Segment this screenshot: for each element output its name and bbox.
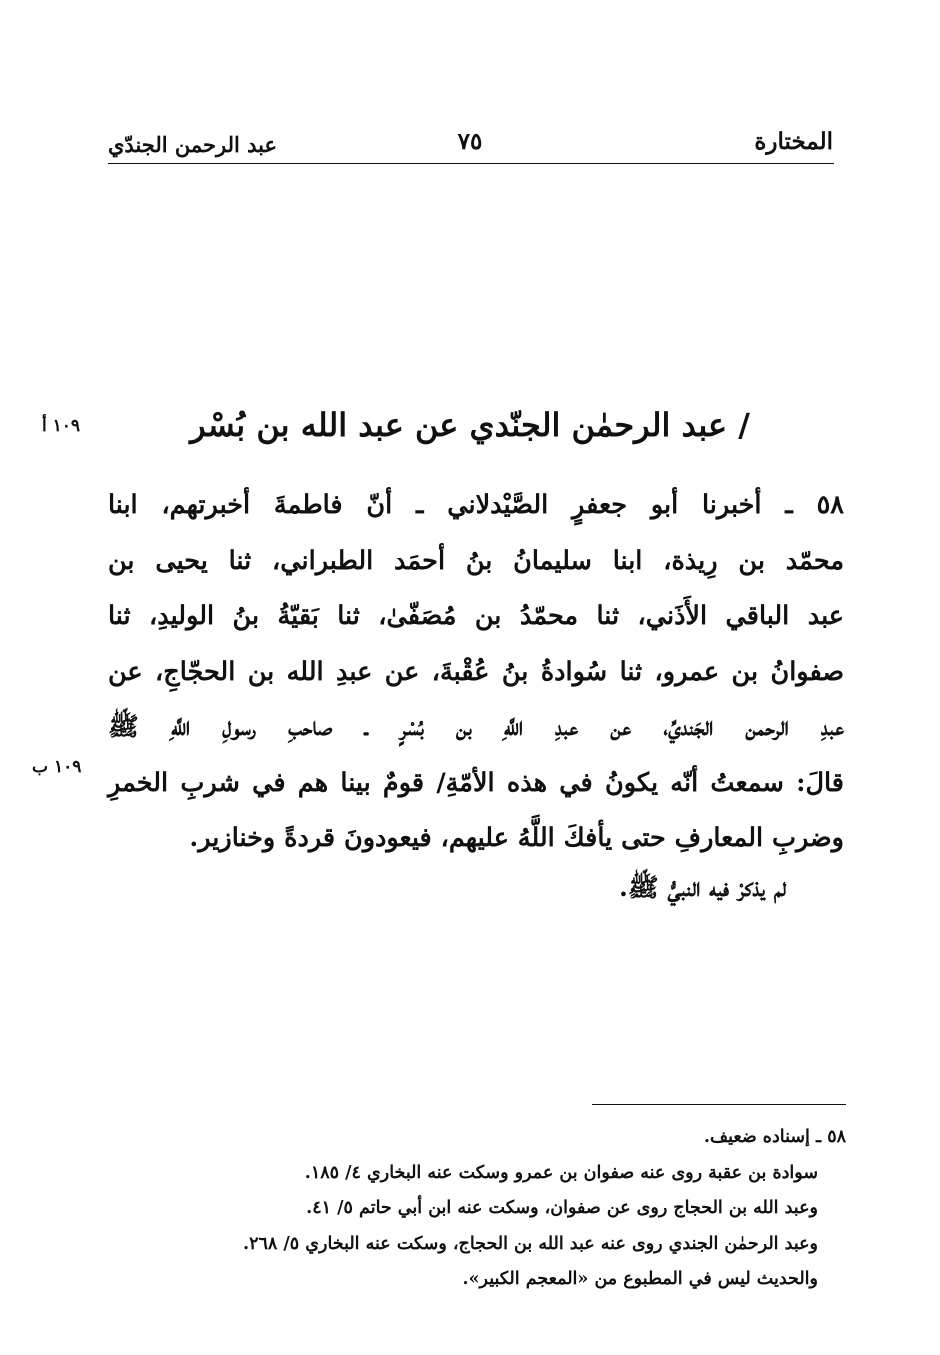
footnotes — [108, 1120, 846, 1298]
footnote-line: ٥٨ ـ إسناده ضعيف. — [703, 1127, 846, 1147]
footnote-line: وعبد الله بن الحجاج روى عن صفوان، وسكت عنه ابن أبي حاتم ٥/ ٤١. — [306, 1198, 818, 1218]
page-number: ٧٥ — [457, 128, 483, 155]
hadith-text — [108, 478, 844, 867]
footnote-line: سوادة بن عقبة روى عنه صفوان بن عمرو وسكت عنه البخاري ٤/ ١٨٥. — [304, 1162, 818, 1183]
running-header-chapter-name: عبد الرحمن الجندّي — [108, 132, 278, 157]
footnote-line: والحديث ليس في المطبوع من «المعجم الكبير». — [462, 1269, 818, 1289]
hadith-line: صفوانُ بن عمرو، ثنا سُوادةُ بنُ عُقْبةَ، عن عبدِ الله بن الحجّاجِ، عن — [108, 656, 844, 687]
hadith-line: وضربِ المعارفِ حتى يأفكَ اللَّهُ عليهم، فيعودونَ قردةً وخنازير. — [189, 823, 844, 853]
hadith-line: عبدِ الرحمن الجَنديِّ، عن عبدِ اللَّهِ بن بُسْرٍ ـ صاحبِ رسولِ اللَّهِ ﷺ — [108, 712, 844, 742]
header-rule — [108, 163, 834, 164]
margin-folio-ref-bottom: ١٠٩ ب — [32, 757, 82, 777]
footnote-line: وعبد الرحمٰن الجندي روى عنه عبد الله بن الحجاج، وسكت عنه البخاري ٥/ ٢٦٨. — [243, 1233, 818, 1254]
hadith-line: ٥٨ ـ أخبرنا أبو جعفرٍ الصَّيْدلاني ـ أنّ فاطمةَ أخبرتهم، ابنا — [108, 490, 844, 520]
hadith-line: عبد الباقي الأَذَني، ثنا محمّدُ بن مُصَفّىٰ، ثنا بَقيّةُ بنُ الوليدِ، ثنا — [108, 601, 844, 631]
hadith-line: قالَ: سمعتُ أنّه يكونُ في هذه الأمّةِ/ قومٌ بينا هم في شربِ الخمرِ — [108, 767, 844, 798]
footnote-rule — [592, 1104, 846, 1105]
hadith-line: محمّد بن رِيذة، ابنا سليمانُ بنُ أحمَد الطبراني، ثنا يحيى بن — [108, 545, 844, 576]
running-header-book-title: المختارة — [754, 128, 833, 155]
margin-folio-ref-top: ١٠٩ أ — [42, 416, 81, 436]
chapter-title: / عبد الرحمٰن الجنّدي عن عبد الله بن بُسْر — [190, 406, 750, 444]
hadith-note: لم يذكرْ فيه النبيُّ ﷺ. — [618, 873, 786, 903]
